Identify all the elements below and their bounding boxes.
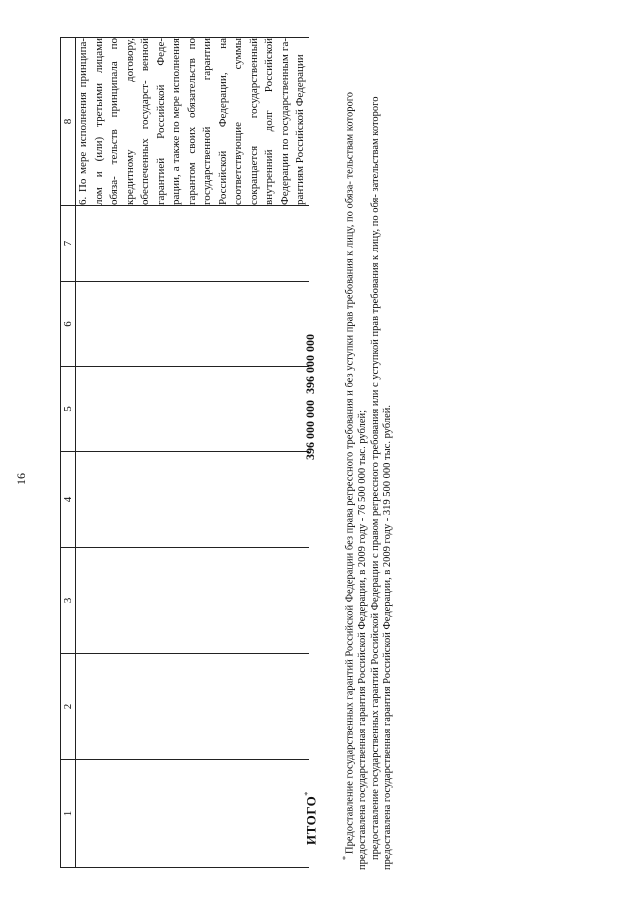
total-label-text: ИТОГО <box>303 795 319 845</box>
total-values <box>303 334 318 460</box>
table-cell-col2 <box>76 654 309 760</box>
column-header-6: 6 <box>61 282 76 367</box>
total-label <box>303 791 319 845</box>
column-header-4: 4 <box>61 452 76 548</box>
footnote <box>340 50 395 870</box>
table-cell-col7 <box>76 206 309 282</box>
table-cell-col1 <box>76 760 309 868</box>
footnote-paragraph-1 <box>340 50 370 870</box>
table-row <box>76 38 309 868</box>
footnote-text-1: Предоставление государственных гарантий Российской Федерации без права регрессного требования и без уступки прав требования к лицу, по обяза- тельствам которого предоставлена государственная гарантия Российской Федерации, в 2009 году - 76 500 000 тыс. рублей; <box>344 92 368 870</box>
column-header-3: 3 <box>61 548 76 654</box>
total-value-1: 396 000 000 <box>303 400 317 460</box>
column-header-7: 7 <box>61 206 76 282</box>
footnote-mark: * <box>341 856 350 860</box>
column-header-2: 2 <box>61 654 76 760</box>
column-header-1: 1 <box>61 760 76 868</box>
page-number: 16 <box>14 473 28 485</box>
table-cell-col4 <box>76 452 309 548</box>
total-footnote-mark: * <box>303 791 312 796</box>
table-cell-col5 <box>76 367 309 452</box>
table-cell-col6 <box>76 282 309 367</box>
total-value-2: 396 000 000 <box>303 334 317 394</box>
guarantee-table <box>60 37 309 868</box>
column-header-5: 5 <box>61 367 76 452</box>
footnote-paragraph-2: предоставление государственных гарантий Российской Федерации с правом регрессного требования или с уступкой прав требования к лицу, по обя- зательствам которого предоставлена государственная гарантия Российской Федерации, в 2009 году - 319 500 000 тыс. рублей. <box>369 96 393 870</box>
column-header-8: 8 <box>61 38 76 206</box>
table-cell-col3 <box>76 548 309 654</box>
table-header-row <box>61 38 76 868</box>
table-cell-conditions: 6. По мере исполнения принципа- лом и (или) третьими лицами обяза- тельств принципала по кредитному договору, обеспеченных государст- венной гарантией Российской Феде- рации, а также по мере исполнения гарантом своих обязательств по государственной гарантии Российской Федерации, на соответствующие суммы сокращается государственный внутренний долг Российской Федерации по государственным га- рантиям Российской Федерации <box>76 38 309 206</box>
